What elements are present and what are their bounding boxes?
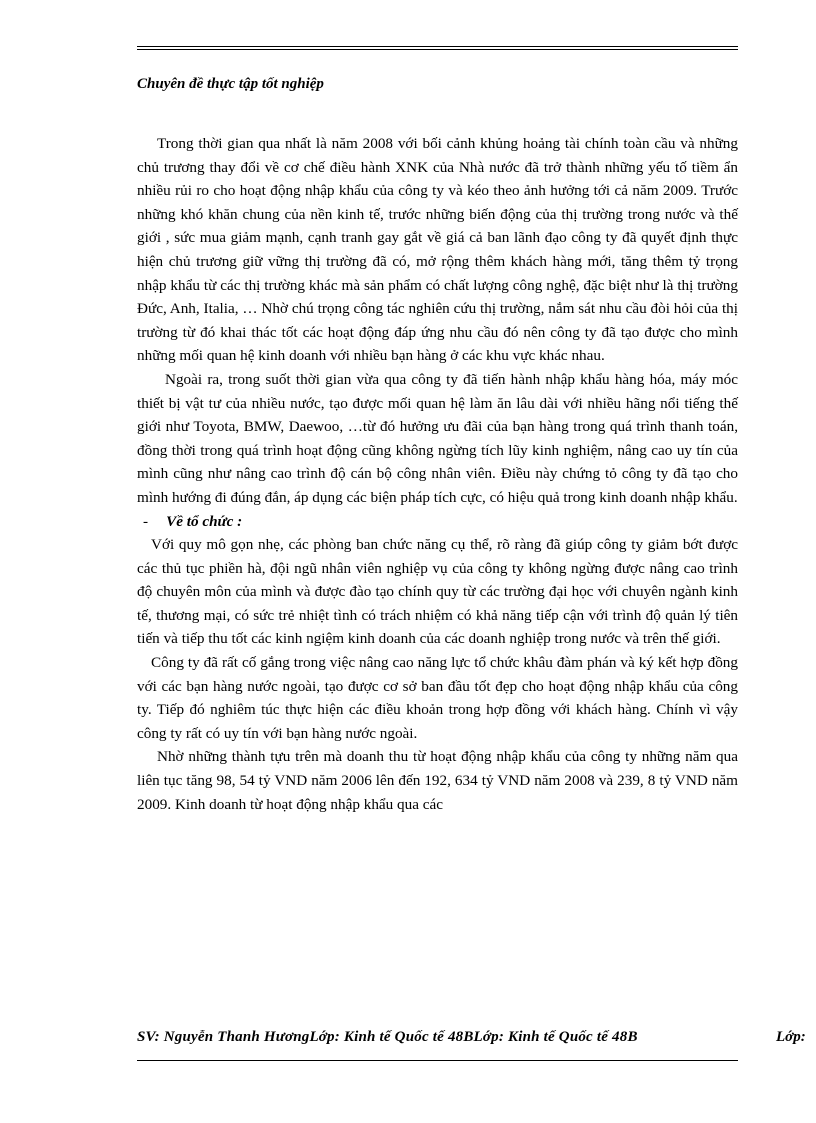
footer-right-text: Lớp:: [776, 1029, 806, 1045]
paragraph: Ngoài ra, trong suốt thời gian vừa qua công ty đã tiến hành nhập khẩu hàng hóa, máy móc thiết bị vật tư của nhiều nước, tạo được mối quan hệ làm ăn lâu dài với nhiều hãng nổi tiếng thế giới như Toyota, BMW, Daewoo, …từ đó hưởng ưu đãi của bạn hàng trong quá trình thanh toán, đồng thời trong quá trình hoạt động cũng không ngừng tích lũy kinh nghiệm, nâng cao uy tín của mình cũng như nâng cao trình độ cán bộ công nhân viên. Điều này chứng tỏ công ty đã tạo cho mình hướng đi đúng đắn, áp dụng các biện pháp tích cực, có hiệu quả trong kinh doanh nhập khẩu.: [137, 370, 738, 506]
heading-dash: -: [143, 512, 149, 530]
footer-text: SV: Nguyễn Thanh HươngLớp: Kinh tế Quốc tế 48BLớp: Kinh tế Quốc tế 48B: [137, 1029, 638, 1045]
header-rule-bottom: [137, 49, 738, 50]
section-heading: [137, 510, 738, 534]
header-rule-top: [137, 46, 738, 47]
paragraph: Trong thời gian qua nhất là năm 2008 với bối cảnh khủng hoảng tài chính toàn cầu và những chủ trương thay đổi về cơ chế điều hành XNK của Nhà nước đã trở thành những yếu tố tiềm ẩn nhiều rủi ro cho hoạt động nhập khẩu của công ty và kéo theo ảnh hưởng tới cả năm 2009. Trước những khó khăn chung của nền kinh tế, trước những biến động của thị trường trong nước và thế giới , sức mua giảm mạnh, cạnh tranh gay gắt về giá cả ban lãnh đạo công ty đã quyết định thực hiện chủ trương giữ vững thị trường đã có, mở rộng thêm khách hàng mới, tăng thêm tỷ trọng nhập khẩu từ các thị trường khác mà sản phẩm có chất lượng công nghệ, đặc biệt như là thị trường Đức, Anh, Italia, … Nhờ chú trọng công tác nghiên cứu thị trường, nắm sát nhu cầu đòi hỏi của thị trường từ đó khai thác tốt các hoạt động đáp ứng nhu cầu đó nên công ty đã tạo được cho mình những mối quan hệ kinh doanh với nhiều bạn hàng ở các khu vực khác nhau.: [137, 135, 738, 365]
paragraph: Với quy mô gọn nhẹ, các phòng ban chức năng cụ thể, rõ ràng đã giúp công ty giảm bớt được các thủ tục phiền hà, đội ngũ nhân viên nghiệp vụ của công ty không ngừng được nâng cao trình độ chuyên môn của mình và được đào tạo chính quy từ các trường đại học với chuyên ngành kinh tế, thương mại, có sức trẻ nhiệt tình có trách nhiệm có khả năng tiếp cận với trình độ quản lý tiên tiến và tiếp thu tốt các kinh ngiệm kinh doanh của các doanh nghiệp trong nước và trên thế giới.: [137, 536, 738, 648]
page-header-title: Chuyên đề thực tập tốt nghiệp: [137, 76, 324, 92]
heading-label: Về tổ chức :: [166, 512, 243, 530]
paragraph: Nhờ những thành tựu trên mà doanh thu từ hoạt động nhập khẩu của công ty những năm qua liên tục tăng 98, 54 tỷ VND năm 2006 lên đến 192, 634 tỷ VND năm 2008 và 239, 8 tỷ VND năm 2009. Kinh doanh từ hoạt động nhập khẩu qua các: [137, 748, 738, 813]
document-body: [137, 132, 738, 816]
footer-rule: [137, 1060, 738, 1061]
paragraph: Công ty đã rất cố gắng trong việc nâng cao năng lực tổ chức khâu đàm phán và ký kết hợp đồng với các bạn hàng nước ngoài, tạo được cơ sở ban đầu tốt đẹp cho hoạt động nhập khẩu của công ty. Tiếp đó nghiêm túc thực hiện các điều khoản trong hợp đồng với khách hàng. Chính vì vậy công ty rất có uy tín với bạn hàng nước ngoài.: [137, 654, 738, 742]
